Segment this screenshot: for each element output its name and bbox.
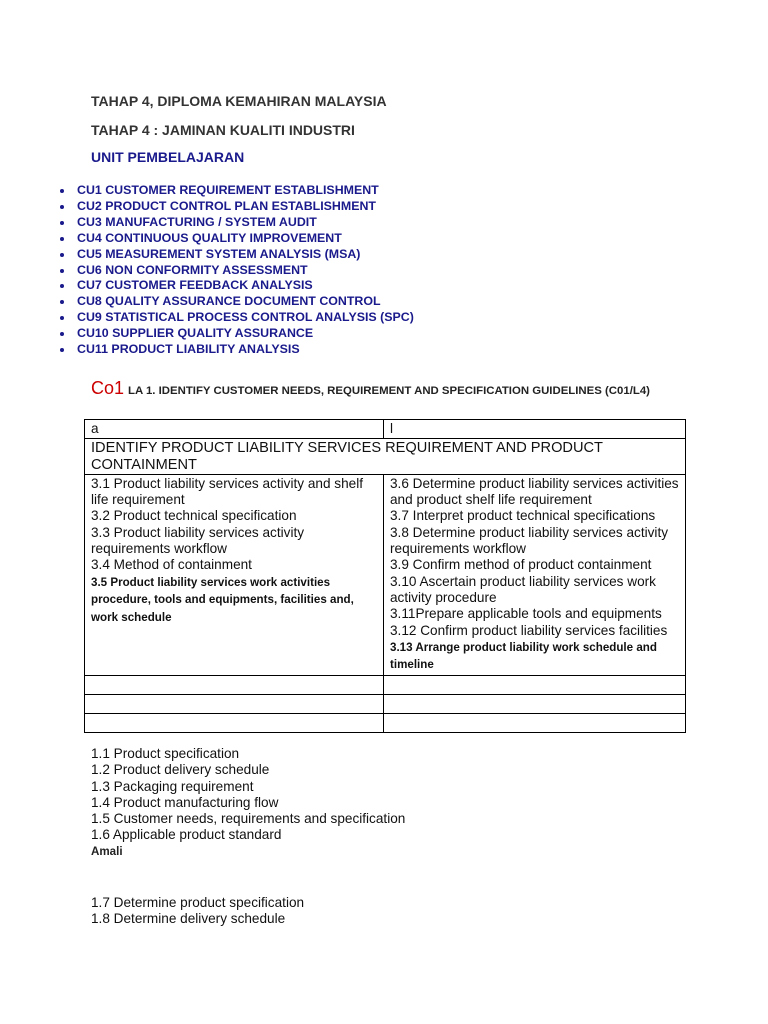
theory-items: [91, 746, 405, 860]
list-item: CU8 QUALITY ASSURANCE DOCUMENT CONTROL: [60, 294, 414, 310]
learning-activity-heading: [91, 378, 650, 399]
list-item: CU6 NON CONFORMITY ASSESSMENT: [60, 263, 414, 279]
unit-list: [60, 183, 414, 358]
co-text: LA 1. IDENTIFY CUSTOMER NEEDS, REQUIREMENT AND SPECIFICATION GUIDELINES (C01/L4): [128, 385, 650, 397]
list-item: CU7 CUSTOMER FEEDBACK ANALYSIS: [60, 278, 414, 294]
table-row: [85, 474, 686, 675]
list-item: CU5 MEASUREMENT SYSTEM ANALYSIS (MSA): [60, 247, 414, 263]
table-line: 3.5 Product liability services work activities procedure, tools and equipments, facilities and, work schedule: [91, 575, 354, 624]
co-label: Co1: [91, 378, 125, 398]
table-line: 3.4 Method of containment: [91, 557, 252, 573]
table-line: 3.13 Arrange product liability work schedule and timeline: [390, 640, 657, 672]
empty-cell: [384, 675, 686, 694]
table-row: [85, 439, 686, 475]
table-row: [85, 675, 686, 694]
knowledge-cell: [85, 474, 384, 675]
table-line: 3.9 Confirm method of product containment: [390, 557, 652, 573]
section-title-units: UNIT PEMBELAJARAN: [91, 149, 245, 165]
list-item: 1.8 Determine delivery schedule: [91, 911, 286, 927]
competency-table: [84, 419, 686, 733]
document-heading-program: TAHAP 4 : JAMINAN KUALITI INDUSTRI: [91, 122, 355, 138]
empty-cell: [384, 694, 686, 713]
list-item: CU2 PRODUCT CONTROL PLAN ESTABLISHMENT: [60, 199, 414, 215]
list-item: CU10 SUPPLIER QUALITY ASSURANCE: [60, 326, 414, 342]
table-header-cell: a: [85, 420, 384, 439]
table-row: [85, 694, 686, 713]
list-item: CU9 STATISTICAL PROCESS CONTROL ANALYSIS (SPC): [60, 310, 414, 326]
empty-cell: [384, 713, 686, 732]
list-item: 1.7 Determine product specification: [91, 895, 305, 910]
table-line: 3.2 Product technical specification: [91, 508, 297, 524]
practical-label: Amali: [91, 844, 123, 858]
document-heading-level: TAHAP 4, DIPLOMA KEMAHIRAN MALAYSIA: [91, 93, 387, 109]
empty-cell: [85, 713, 384, 732]
list-item: 1.3 Packaging requirement: [91, 778, 254, 794]
list-item: 1.5 Customer needs, requirements and specification: [91, 811, 406, 827]
table-line: 3.6 Determine product liability services activities and product shelf life requirement: [390, 475, 679, 508]
empty-cell: [85, 675, 384, 694]
table-line: 3.11Prepare applicable tools and equipments: [390, 606, 662, 622]
table-line: 3.7 Interpret product technical specifications: [390, 508, 656, 524]
list-item: 1.6 Applicable product standard: [91, 827, 282, 843]
table-row: [85, 713, 686, 732]
table-header-cell: l: [384, 420, 686, 439]
table-line: 3.1 Product liability services activity and shelf life requirement: [91, 475, 363, 508]
practical-items: [91, 895, 304, 928]
list-item: 1.4 Product manufacturing flow: [91, 794, 279, 810]
skill-cell: [384, 474, 686, 675]
table-line: 3.10 Ascertain product liability services work activity procedure: [390, 573, 656, 605]
table-line: 3.3 Product liability services activity requirements workflow: [91, 524, 305, 557]
table-line: 3.8 Determine product liability services activity requirements workflow: [390, 524, 669, 557]
table-title-cell: IDENTIFY PRODUCT LIABILITY SERVICES REQUIREMENT AND PRODUCT CONTAINMENT: [85, 439, 686, 475]
list-item: CU4 CONTINUOUS QUALITY IMPROVEMENT: [60, 231, 414, 247]
list-item: CU1 CUSTOMER REQUIREMENT ESTABLISHMENT: [60, 183, 414, 199]
table-line: 3.12 Confirm product liability services facilities: [390, 622, 668, 638]
empty-cell: [85, 694, 384, 713]
list-item: 1.2 Product delivery schedule: [91, 762, 270, 778]
list-item: CU3 MANUFACTURING / SYSTEM AUDIT: [60, 215, 414, 231]
list-item: CU11 PRODUCT LIABILITY ANALYSIS: [60, 342, 414, 358]
table-row: [85, 420, 686, 439]
list-item: 1.1 Product specification: [91, 746, 240, 761]
